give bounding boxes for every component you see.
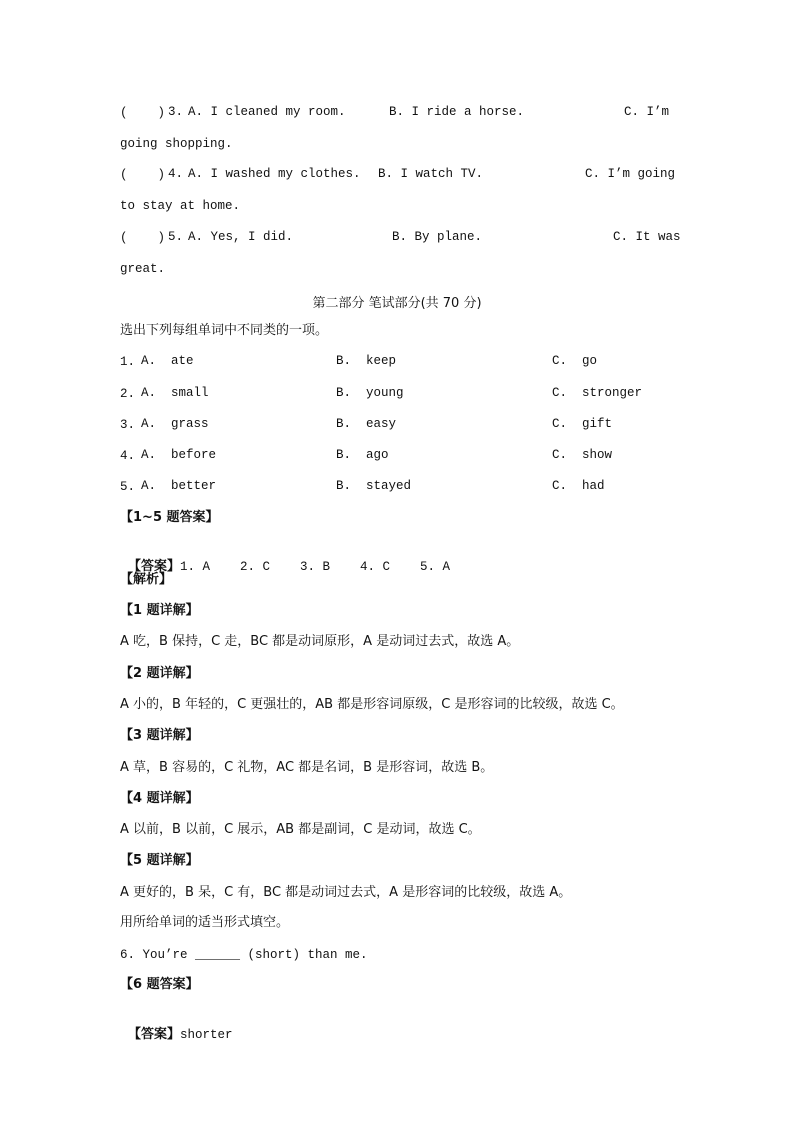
instruction-vocab: 选出下列每组单词中不同类的一项。: [120, 323, 329, 338]
detail-3-text: A 草，B 容易的，C 礼物，AC 都是名词，B 是形容词，故选 B。: [120, 760, 494, 775]
option-b: B. I ride a horse.: [389, 105, 525, 119]
section-title: 第二部分 笔试部分(共 70 分): [312, 296, 482, 311]
answer-label: 【答案】: [127, 559, 180, 574]
item-paren: ( ): [120, 168, 166, 182]
vocab-number: 5.: [120, 480, 136, 494]
vocab-option-a: A. better: [141, 479, 217, 493]
vocab-number: 3.: [120, 418, 136, 432]
vocab-option-a: A. before: [141, 448, 217, 462]
option-c: C. I’m going: [585, 167, 676, 181]
vocab-option-b: B. keep: [336, 354, 397, 368]
q6-answer-label: 【答案】: [127, 1027, 180, 1042]
vocab-option-c: C. stronger: [552, 386, 643, 400]
option-b: B. I watch TV.: [378, 167, 484, 181]
option-c-continued: to stay at home.: [120, 199, 241, 213]
answer-block-title: 【1~5 题答案】: [120, 510, 219, 525]
detail-3-title: 【3 题详解】: [120, 728, 199, 743]
vocab-option-b: B. young: [336, 386, 404, 400]
instruction-fill-blank: 用所给单词的适当形式填空。: [120, 915, 290, 930]
detail-5-text: A 更好的，B 呆，C 有，BC 都是动词过去式，A 是形容词的比较级，故选 A。: [120, 885, 572, 900]
vocab-number: 4.: [120, 449, 136, 463]
vocab-option-c: C. had: [552, 479, 605, 493]
option-c: C. It was: [613, 230, 681, 244]
detail-1-text: A 吃，B 保持，C 走，BC 都是动词原形，A 是动词过去式，故选 A。: [120, 634, 520, 649]
answer-line: [120, 542, 450, 575]
vocab-option-c: C. gift: [552, 417, 613, 431]
detail-1-title: 【1 题详解】: [120, 603, 199, 618]
option-b: B. By plane.: [392, 230, 483, 244]
vocab-option-a: A. small: [141, 386, 209, 400]
vocab-number: 1.: [120, 355, 136, 369]
detail-2-text: A 小的，B 年轻的，C 更强壮的，AB 都是形容词原级，C 是形容词的比较级，故选 C。: [120, 697, 624, 712]
detail-4-title: 【4 题详解】: [120, 791, 199, 806]
q6-answer-line: [120, 1010, 232, 1043]
detail-2-title: 【2 题详解】: [120, 666, 199, 681]
q6-answer-text: shorter: [179, 1028, 233, 1042]
question-6: 6. You’re ______ (short) than me.: [120, 948, 368, 962]
vocab-option-a: A. grass: [141, 417, 209, 431]
vocab-number: 2.: [120, 387, 136, 401]
q6-answer-block-title: 【6 题答案】: [120, 977, 199, 992]
option-c-continued: great.: [120, 262, 166, 276]
vocab-option-c: C. show: [552, 448, 613, 462]
analysis-label: 【解析】: [120, 572, 173, 587]
option-c: C. I’m: [624, 105, 670, 119]
vocab-option-a: A. ate: [141, 354, 194, 368]
option-a: A. I washed my clothes.: [188, 167, 361, 181]
option-a: A. Yes, I did.: [188, 230, 294, 244]
item-number: 3.: [168, 105, 184, 119]
answer-text: 1. A 2. C 3. B 4. C 5. A: [179, 560, 451, 574]
vocab-option-b: B. easy: [336, 417, 397, 431]
option-c-continued: going shopping.: [120, 137, 233, 151]
vocab-option-b: B. stayed: [336, 479, 412, 493]
item-number: 5.: [168, 230, 184, 244]
option-a: A. I cleaned my room.: [188, 105, 346, 119]
vocab-option-b: B. ago: [336, 448, 389, 462]
detail-5-title: 【5 题详解】: [120, 853, 199, 868]
item-paren: ( ): [120, 231, 166, 245]
item-paren: ( ): [120, 106, 166, 120]
detail-4-text: A 以前，B 以前，C 展示，AB 都是副词，C 是动词，故选 C。: [120, 822, 481, 837]
vocab-option-c: C. go: [552, 354, 598, 368]
item-number: 4.: [168, 167, 184, 181]
